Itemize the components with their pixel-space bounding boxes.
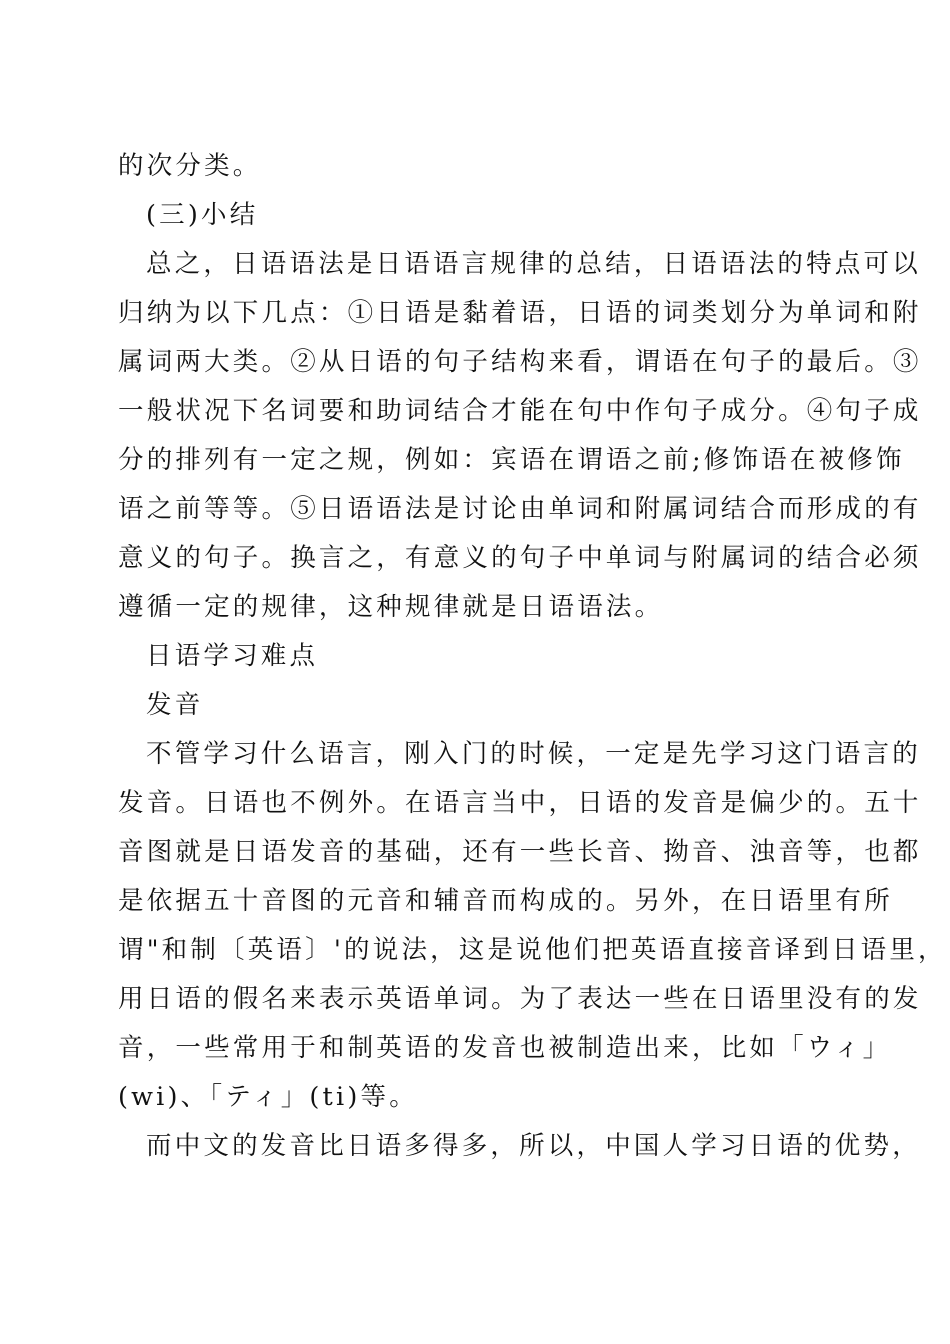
document-page xyxy=(118,142,947,1171)
text-line: 谓"和制〔英语〕'的说法，这是说他们把英语直接音译到日语里， xyxy=(118,935,947,965)
text-line: 不管学习什么语言，刚入门的时候，一定是先学习这门语言的 xyxy=(146,739,921,769)
section-heading: 发音 xyxy=(146,690,204,720)
text-line: 属词两大类。②从日语的句子结构来看，谓语在句子的最后。③ xyxy=(118,347,922,377)
text-line: 分的排列有一定之规，例如：宾语在谓语之前;修饰语在被修饰 xyxy=(118,445,905,475)
section-heading: 日语学习难点 xyxy=(146,641,319,671)
text-line: 总之，日语语法是日语语言规律的总结，日语语法的特点可以 xyxy=(146,249,921,279)
text-line: 音图就是日语发音的基础，还有一些长音、拗音、浊音等，也都 xyxy=(118,837,922,867)
section-heading: (三)小结 xyxy=(146,200,259,230)
text-line: 的次分类。 xyxy=(118,151,262,181)
text-line: 用日语的假名来表示英语单词。为了表达一些在日语里没有的发 xyxy=(118,984,922,1014)
text-line: 音，一些常用于和制英语的发音也被制造出来，比如「ウィ」 xyxy=(118,1033,892,1063)
text-line: (wi)、「ティ」(ti)等。 xyxy=(118,1082,418,1112)
text-line: 发音。日语也不例外。在语言当中，日语的发音是偏少的。五十 xyxy=(118,788,922,818)
text-line: 而中文的发音比日语多得多，所以，中国人学习日语的优势， xyxy=(146,1131,921,1161)
text-line: 遵循一定的规律，这种规律就是日语语法。 xyxy=(118,592,664,622)
text-line: 归纳为以下几点：①日语是黏着语，日语的词类划分为单词和附 xyxy=(118,298,922,328)
text-line: 是依据五十音图的元音和辅音而构成的。另外，在日语里有所 xyxy=(118,886,893,916)
text-line: 意义的句子。换言之，有意义的句子中单词与附属词的结合必须 xyxy=(118,543,922,573)
text-line: 一般状况下名词要和助词结合才能在句中作句子成分。④句子成 xyxy=(118,396,922,426)
text-line: 语之前等等。⑤日语语法是讨论由单词和附属词结合而形成的有 xyxy=(118,494,922,524)
